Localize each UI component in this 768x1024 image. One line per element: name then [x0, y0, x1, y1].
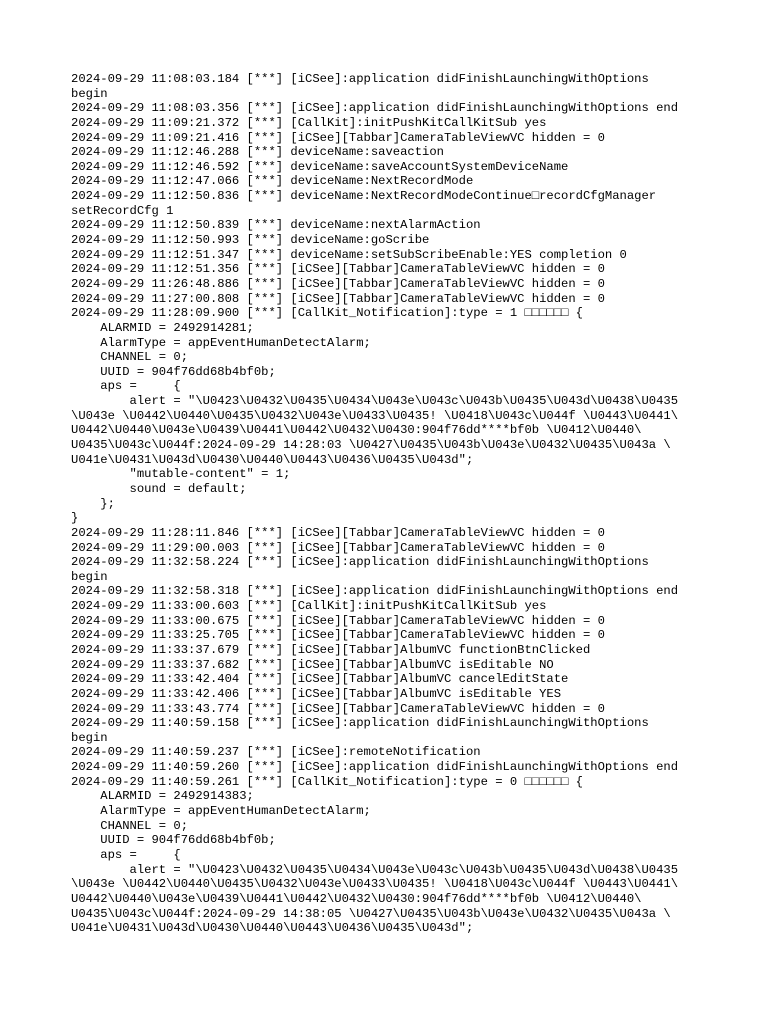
log-line: 2024-09-29 11:32:58.318 [***] [iCSee]:application didFinishLaunchingWithOptions end [71, 584, 679, 599]
log-line: 2024-09-29 11:40:59.237 [***] [iCSee]:remoteNotification [71, 745, 481, 760]
log-line: \U043e \U0442\U0440\U0435\U0432\U043e\U0433\U0435! \U0418\U043c\U044f \U0443\U0441\ [71, 408, 679, 423]
log-line: 2024-09-29 11:12:46.592 [***] deviceName:saveAccountSystemDeviceName [71, 159, 569, 174]
log-line: 2024-09-29 11:33:43.774 [***] [iCSee][Tabbar]CameraTableViewVC hidden = 0 [71, 701, 605, 716]
log-line: U0442\U0440\U043e\U0439\U0441\U0442\U0432\U0430:904f76dd****bf0b \U0412\U0440\ [71, 891, 642, 906]
log-line: 2024-09-29 11:09:21.416 [***] [iCSee][Tabbar]CameraTableViewVC hidden = 0 [71, 130, 605, 145]
log-line: begin [71, 569, 108, 584]
log-line: U0435\U043c\U044f:2024-09-29 14:38:05 \U0427\U0435\U043b\U043e\U0432\U0435\U043a \ [71, 906, 671, 921]
log-line: 2024-09-29 11:08:03.184 [***] [iCSee]:application didFinishLaunchingWithOptions [71, 72, 649, 86]
log-line: ALARMID = 2492914383; [71, 789, 254, 804]
log-line: U041e\U0431\U043d\U0430\U0440\U0443\U0436\U0435\U043d"; [71, 452, 474, 467]
log-line: 2024-09-29 11:12:50.836 [***] deviceName:NextRecordModeContinue□recordCfgManager [71, 189, 657, 204]
log-line: 2024-09-29 11:33:00.675 [***] [iCSee][Tabbar]CameraTableViewVC hidden = 0 [71, 613, 605, 628]
log-line: 2024-09-29 11:33:42.406 [***] [iCSee][Tabbar]AlbumVC isEditable YES [71, 686, 562, 701]
log-line: setRecordCfg 1 [71, 203, 174, 218]
log-line: 2024-09-29 11:08:03.356 [***] [iCSee]:application didFinishLaunchingWithOptions end [71, 101, 679, 116]
log-line: 2024-09-29 11:26:48.886 [***] [iCSee][Tabbar]CameraTableViewVC hidden = 0 [71, 276, 605, 291]
log-line: 2024-09-29 11:09:21.372 [***] [CallKit]:initPushKitCallKitSub yes [71, 115, 547, 130]
log-line: 2024-09-29 11:12:50.993 [***] deviceName:goScribe [71, 233, 430, 248]
log-line: CHANNEL = 0; [71, 350, 189, 365]
log-line: sound = default; [71, 481, 247, 496]
log-line: 2024-09-29 11:32:58.224 [***] [iCSee]:application didFinishLaunchingWithOptions [71, 555, 649, 570]
log-line: alert = "\U0423\U0432\U0435\U0434\U043e\U043c\U043b\U0435\U043d\U0438\U0435 [71, 862, 679, 877]
log-line: 2024-09-29 11:40:59.261 [***] [CallKit_Notification]:type = 0 □□□□□□ { [71, 774, 583, 789]
log-line: 2024-09-29 11:28:09.900 [***] [CallKit_Notification]:type = 1 □□□□□□ { [71, 306, 583, 321]
log-line: 2024-09-29 11:12:46.288 [***] deviceName:saveaction [71, 145, 444, 160]
log-line: aps = { [71, 847, 181, 862]
log-line: 2024-09-29 11:27:00.808 [***] [iCSee][Tabbar]CameraTableViewVC hidden = 0 [71, 291, 605, 306]
log-line: U0442\U0440\U043e\U0439\U0441\U0442\U0432\U0430:904f76dd****bf0b \U0412\U0440\ [71, 423, 642, 438]
log-line: 2024-09-29 11:12:51.356 [***] [iCSee][Tabbar]CameraTableViewVC hidden = 0 [71, 262, 605, 277]
log-line: begin [71, 86, 108, 101]
log-line: 2024-09-29 11:40:59.158 [***] [iCSee]:application didFinishLaunchingWithOptions [71, 716, 649, 731]
log-line: 2024-09-29 11:40:59.260 [***] [iCSee]:application didFinishLaunchingWithOptions end [71, 760, 679, 775]
log-line: 2024-09-29 11:12:50.839 [***] deviceName:nextAlarmAction [71, 218, 481, 233]
log-line: }; [71, 496, 115, 511]
log-line: 2024-09-29 11:28:11.846 [***] [iCSee][Tabbar]CameraTableViewVC hidden = 0 [71, 525, 605, 540]
log-line: aps = { [71, 379, 181, 394]
log-line: AlarmType = appEventHumanDetectAlarm; [71, 804, 371, 819]
log-document [71, 72, 711, 936]
log-line: U0435\U043c\U044f:2024-09-29 14:28:03 \U0427\U0435\U043b\U043e\U0432\U0435\U043a \ [71, 438, 671, 453]
log-line: "mutable-content" = 1; [71, 467, 291, 482]
log-line: 2024-09-29 11:33:25.705 [***] [iCSee][Tabbar]CameraTableViewVC hidden = 0 [71, 628, 605, 643]
log-line: } [71, 511, 79, 526]
log-line: 2024-09-29 11:29:00.003 [***] [iCSee][Tabbar]CameraTableViewVC hidden = 0 [71, 540, 605, 555]
log-line: CHANNEL = 0; [71, 818, 189, 833]
log-line: AlarmType = appEventHumanDetectAlarm; [71, 335, 371, 350]
log-line: UUID = 904f76dd68b4bf0b; [71, 364, 276, 379]
log-line: alert = "\U0423\U0432\U0435\U0434\U043e\U043c\U043b\U0435\U043d\U0438\U0435 [71, 394, 679, 409]
log-line: U041e\U0431\U043d\U0430\U0440\U0443\U0436\U0435\U043d"; [71, 921, 474, 936]
log-line: ALARMID = 2492914281; [71, 320, 254, 335]
log-line: UUID = 904f76dd68b4bf0b; [71, 833, 276, 848]
log-line: 2024-09-29 11:33:37.679 [***] [iCSee][Tabbar]AlbumVC functionBtnClicked [71, 642, 591, 657]
log-line: 2024-09-29 11:33:42.404 [***] [iCSee][Tabbar]AlbumVC cancelEditState [71, 672, 569, 687]
log-line: begin [71, 730, 108, 745]
log-line: 2024-09-29 11:12:47.066 [***] deviceName:NextRecordMode [71, 174, 474, 189]
log-line: \U043e \U0442\U0440\U0435\U0432\U043e\U0433\U0435! \U0418\U043c\U044f \U0443\U0441\ [71, 877, 679, 892]
log-line: 2024-09-29 11:33:00.603 [***] [CallKit]:initPushKitCallKitSub yes [71, 599, 547, 614]
log-line: 2024-09-29 11:12:51.347 [***] deviceName:setSubScribeEnable:YES completion 0 [71, 247, 627, 262]
log-line: 2024-09-29 11:33:37.682 [***] [iCSee][Tabbar]AlbumVC isEditable NO [71, 657, 554, 672]
